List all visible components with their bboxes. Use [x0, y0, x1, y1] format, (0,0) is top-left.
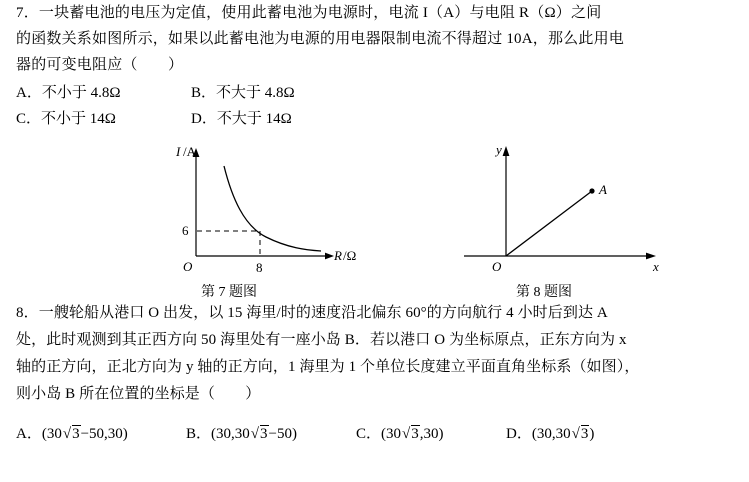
answer-c-post: ,30) — [419, 426, 444, 442]
option-c-text: 不小于 14Ω — [41, 111, 116, 127]
answer-d-radical — [571, 426, 590, 443]
figure-7-x-tick: 8 — [256, 260, 263, 275]
question-8-line-1 — [16, 300, 733, 327]
option-b-key: B． — [191, 85, 217, 101]
option-d-text: 不大于 14Ω — [216, 111, 292, 127]
figure-8 — [446, 138, 676, 283]
question-8-line-2: 处，此时观测到其正西方向 50 海里处有一座小岛 B．若以港口 O 为坐标原点，正东方向为 x — [16, 332, 627, 348]
question-7-line-3: 器的可变电阻应（ ） — [16, 57, 184, 73]
question-8-number-dot: ． — [23, 305, 39, 321]
question-8-number: 8 — [16, 305, 24, 321]
answer-c-key: C． — [356, 426, 382, 442]
figure-7-y-tick: 6 — [182, 223, 189, 238]
answer-d[interactable] — [506, 422, 656, 443]
option-b-text: 不大于 4.8Ω — [216, 85, 295, 101]
question-7-line-1 — [16, 0, 733, 26]
answer-b-key: B． — [186, 426, 212, 442]
question-8-text-1: 一艘轮船从港口 O 出发，以 15 海里/时的速度沿北偏东 60°的方向航行 4 小时后到达 A — [38, 305, 608, 321]
answer-c[interactable] — [356, 422, 506, 443]
figure-8-origin: O — [492, 259, 502, 274]
answer-b-pre: (30,30 — [211, 426, 250, 442]
figure-8-caption: 第 8 题图 — [516, 285, 572, 300]
answer-a-radicand: 3 — [72, 426, 80, 442]
figure-7-y-label: I — [176, 144, 181, 159]
answer-c-pre: (30 — [381, 426, 402, 442]
answer-a-radical — [62, 426, 81, 443]
question-8-line-4: 则小岛 B 所在位置的坐标是（ ） — [16, 386, 261, 402]
answer-c-radical — [401, 426, 420, 443]
answer-d-key: D． — [506, 426, 532, 442]
option-a-key: A． — [16, 85, 42, 101]
answer-b-post: −50) — [268, 426, 297, 442]
radical-sign-icon: √ — [402, 426, 411, 442]
figure-8-point-label: A — [599, 182, 607, 197]
answer-a-post: −50,30) — [80, 426, 128, 442]
question-7-options-row-1 — [16, 80, 733, 106]
question-7-options-row-2 — [16, 106, 733, 132]
question-8-answers — [16, 422, 733, 443]
figure-7 — [136, 138, 366, 283]
figure-7-svg — [136, 138, 366, 278]
answer-d-pre: (30,30 — [531, 426, 571, 442]
radical-sign-icon: √ — [62, 426, 72, 442]
answer-b[interactable] — [186, 422, 356, 443]
question-7-number: 7 — [16, 5, 24, 21]
option-d-key: D． — [191, 111, 217, 127]
answer-d-post: ) — [589, 426, 595, 442]
question-7-number-dot: ． — [23, 5, 39, 21]
figure-7-y-label-unit: /A — [183, 144, 196, 159]
answer-c-radicand: 3 — [411, 426, 419, 442]
figure-8-svg — [446, 138, 676, 278]
answer-d-radicand: 3 — [580, 426, 589, 442]
answer-a-key: A． — [16, 426, 42, 442]
option-b[interactable] — [191, 80, 366, 106]
answer-b-radicand: 3 — [260, 426, 268, 442]
figure-7-origin: O — [183, 259, 193, 274]
option-a-text: 不小于 4.8Ω — [41, 85, 121, 101]
figure-7-caption: 第 7 题图 — [201, 285, 257, 300]
question-7-line-2: 的函数关系如图所示，如果以此蓄电池为电源的用电器限制电流不得超过 10A，那么此用电 — [16, 31, 624, 47]
option-a[interactable] — [16, 80, 191, 106]
figure-7-x-label-unit: /Ω — [343, 248, 357, 263]
answer-a[interactable] — [16, 422, 186, 443]
question-8-line-3: 轴的正方向，正北方向为 y 轴的正方向，1 海里为 1 个单位长度建立平面直角坐标系（如图）， — [16, 359, 640, 375]
question-7-options — [16, 80, 733, 132]
radical-sign-icon: √ — [571, 426, 580, 442]
radical-sign-icon: √ — [250, 426, 259, 442]
figure-7-x-label: R — [334, 248, 342, 263]
answer-a-pre: (30 — [41, 426, 62, 442]
question-7-text-1: 一块蓄电池的电压为定值，使用此蓄电池为电源时，电流 I（A）与电阻 R（Ω）之间 — [38, 5, 602, 21]
question-8 — [16, 300, 733, 443]
option-d[interactable] — [191, 106, 366, 132]
option-c[interactable] — [16, 106, 191, 132]
figure-8-y-label: y — [496, 142, 502, 157]
figure-8-x-label: x — [653, 259, 659, 274]
option-c-key: C． — [16, 111, 42, 127]
answer-b-radical — [250, 426, 269, 443]
figures-area — [16, 138, 733, 298]
